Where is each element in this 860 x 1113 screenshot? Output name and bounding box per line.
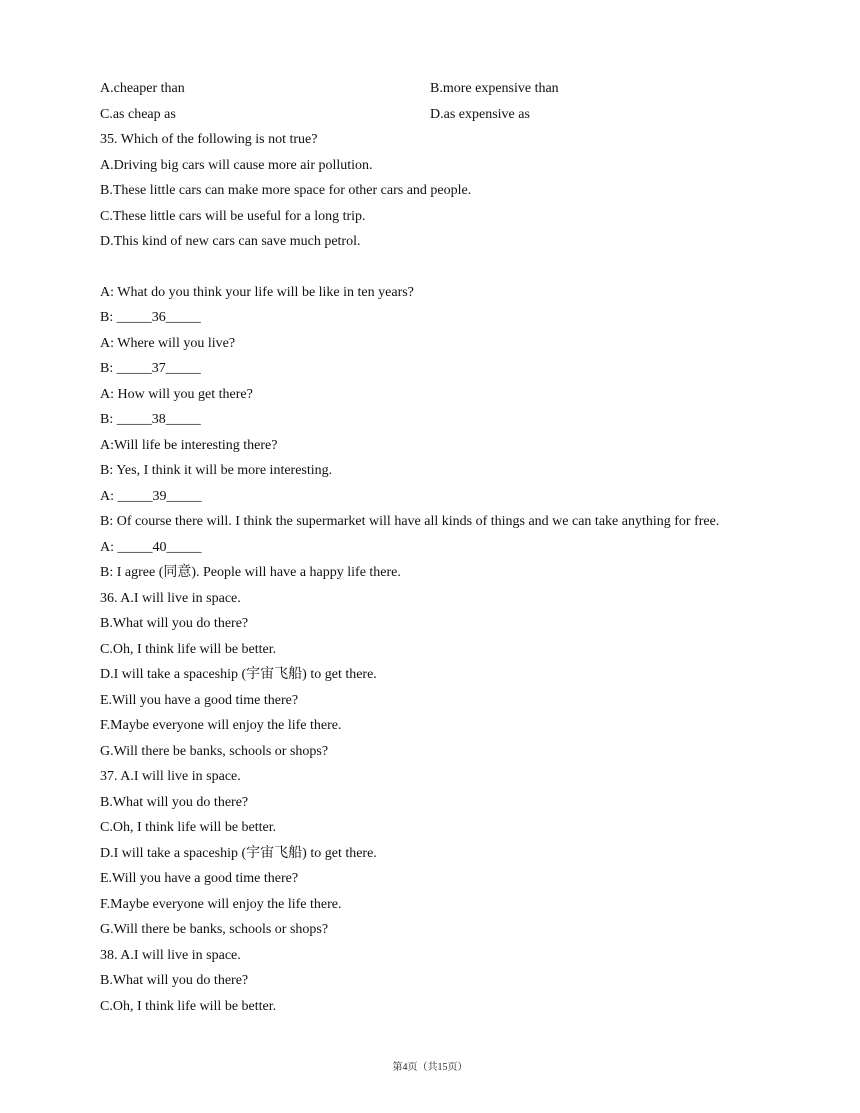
option-c: C.as cheap as	[100, 106, 176, 122]
dialogue-line: B: _____38_____	[100, 412, 201, 427]
dialogue-line: A: _____39_____	[100, 488, 202, 504]
q35-option: D.This kind of new cars can save much petrol.	[100, 234, 361, 249]
q37-line: B.What will you do there?	[100, 794, 249, 810]
q36-line: F.Maybe everyone will enjoy the life there.	[100, 718, 342, 733]
dialogue-line: B: _____36_____	[100, 310, 201, 325]
q35-option: B.These little cars can make more space for other cars and people.	[100, 183, 472, 198]
q37-line: D.I will take a spaceship (宇宙飞船) to get there.	[100, 845, 377, 861]
page-footer: 第4页（共15页）	[392, 1062, 468, 1073]
dialogue-line: A: Where will you live?	[100, 335, 236, 351]
page-content	[100, 78, 780, 1021]
q35-option: C.These little cars will be useful for a long trip.	[100, 208, 366, 224]
dialogue-line: B: _____37_____	[100, 361, 201, 376]
q35-option: A.Driving big cars will cause more air pollution.	[100, 157, 373, 173]
option-b: B.more expensive than	[430, 81, 559, 96]
dialogue-line: A: What do you think your life will be like in ten years?	[100, 284, 414, 300]
q36-line: E.Will you have a good time there?	[100, 692, 299, 708]
q38-line: C.Oh, I think life will be better.	[100, 998, 277, 1014]
dialogue-line: B: Yes, I think it will be more interesting.	[100, 463, 333, 478]
options-row-cd	[100, 104, 780, 130]
dialogue-line: B: Of course there will. I think the supermarket will have all kinds of things and we can take anything for free.	[100, 514, 720, 529]
q36-line: G.Will there be banks, schools or shops?	[100, 743, 329, 759]
q37-line: C.Oh, I think life will be better.	[100, 820, 277, 835]
q38-line: 38. A.I will live in space.	[100, 947, 241, 963]
option-d: D.as expensive as	[430, 106, 530, 122]
dialogue-line: A:Will life be interesting there?	[100, 437, 278, 453]
option-a: A.cheaper than	[100, 81, 185, 96]
q36-line: B.What will you do there?	[100, 616, 249, 631]
dialogue-line: A: How will you get there?	[100, 386, 253, 402]
q36-line: C.Oh, I think life will be better.	[100, 641, 277, 657]
options-row-ab	[100, 78, 780, 104]
q36-line: 36. A.I will live in space.	[100, 590, 241, 606]
q37-line: G.Will there be banks, schools or shops?	[100, 922, 329, 937]
q37-line: 37. A.I will live in space.	[100, 769, 241, 784]
q37-line: E.Will you have a good time there?	[100, 871, 299, 886]
q37-line: F.Maybe everyone will enjoy the life there.	[100, 896, 342, 912]
question-35: 35. Which of the following is not true?	[100, 132, 318, 147]
q36-line: D.I will take a spaceship (宇宙飞船) to get there.	[100, 667, 377, 682]
section-gap	[100, 257, 780, 282]
dialogue-line: A: _____40_____	[100, 539, 202, 555]
dialogue-line: B: I agree (同意). People will have a happy life there.	[100, 565, 401, 580]
q38-line: B.What will you do there?	[100, 973, 249, 988]
